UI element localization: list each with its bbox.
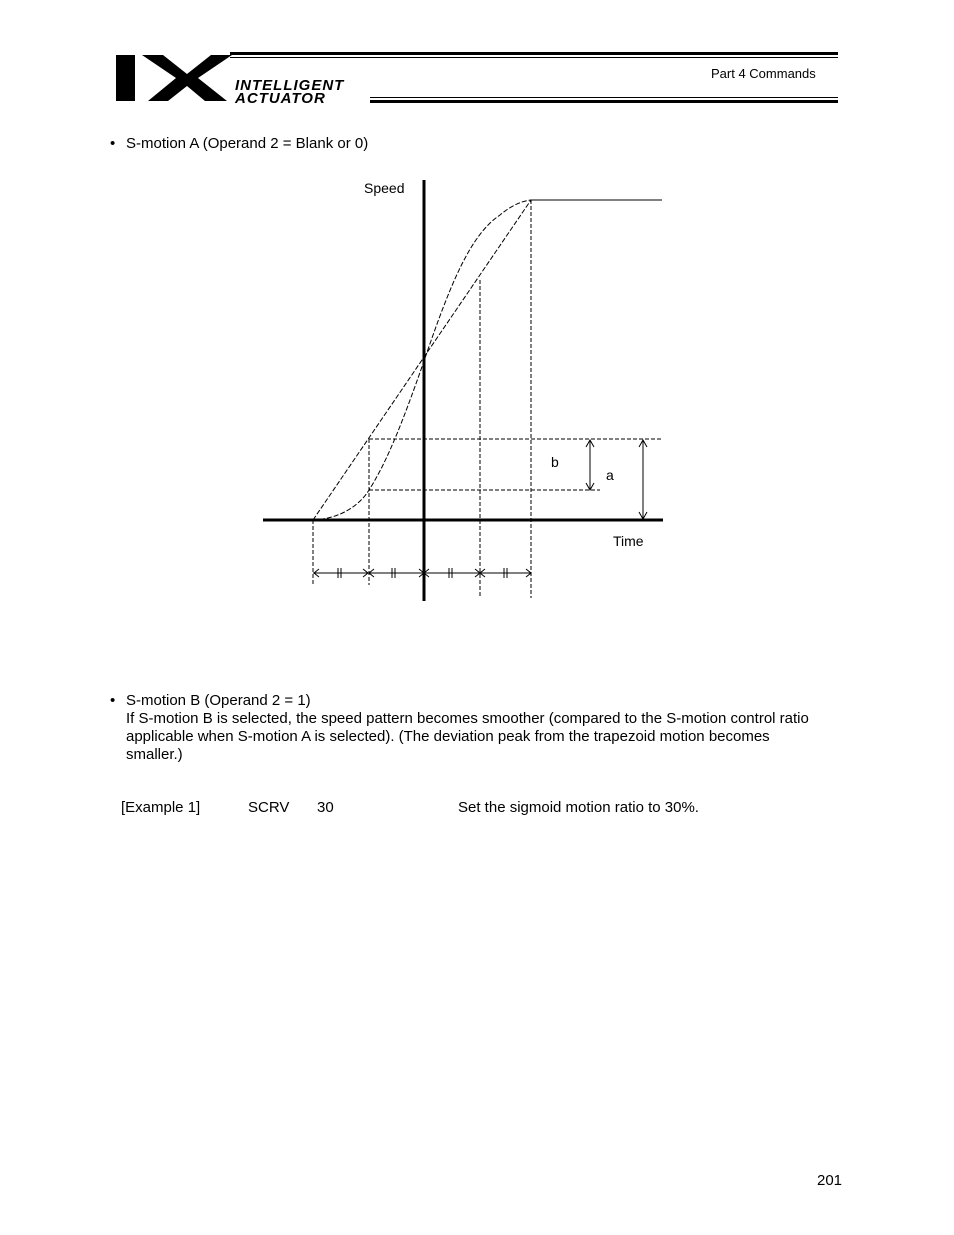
bullet-a-title: S-motion A (Operand 2 = Blank or 0): [126, 135, 369, 152]
bullet-b-dot: •: [110, 692, 116, 709]
trapezoid-line: [313, 200, 531, 520]
bullet-b-line3: smaller.): [126, 746, 183, 763]
label-a: a: [606, 467, 614, 483]
section-title: Part 4 Commands: [711, 66, 816, 81]
example-label: [Example 1]: [121, 799, 201, 816]
bullet-b-line2: applicable when S-motion A is selected). (The deviation peak from the trapezoid motion becomes: [126, 728, 770, 745]
example-operand: 30: [317, 799, 334, 816]
bullet-b-title: S-motion B (Operand 2 = 1): [126, 692, 311, 709]
brand-line2: ACTUATOR: [235, 90, 326, 104]
example-description: Set the sigmoid motion ratio to 30%.: [458, 799, 699, 816]
bullet-b-line1: If S-motion B is selected, the speed pattern becomes smoother (compared to the S-motion control ratio: [126, 710, 809, 727]
bullet-a-dot: •: [110, 135, 116, 152]
example-command: SCRV: [248, 799, 290, 816]
time-label: Time: [613, 533, 644, 549]
brand-line1: INTELLIGENT: [235, 77, 345, 94]
page-number: 201: [817, 1172, 843, 1189]
label-b: b: [551, 454, 559, 470]
speed-label: Speed: [364, 180, 405, 196]
